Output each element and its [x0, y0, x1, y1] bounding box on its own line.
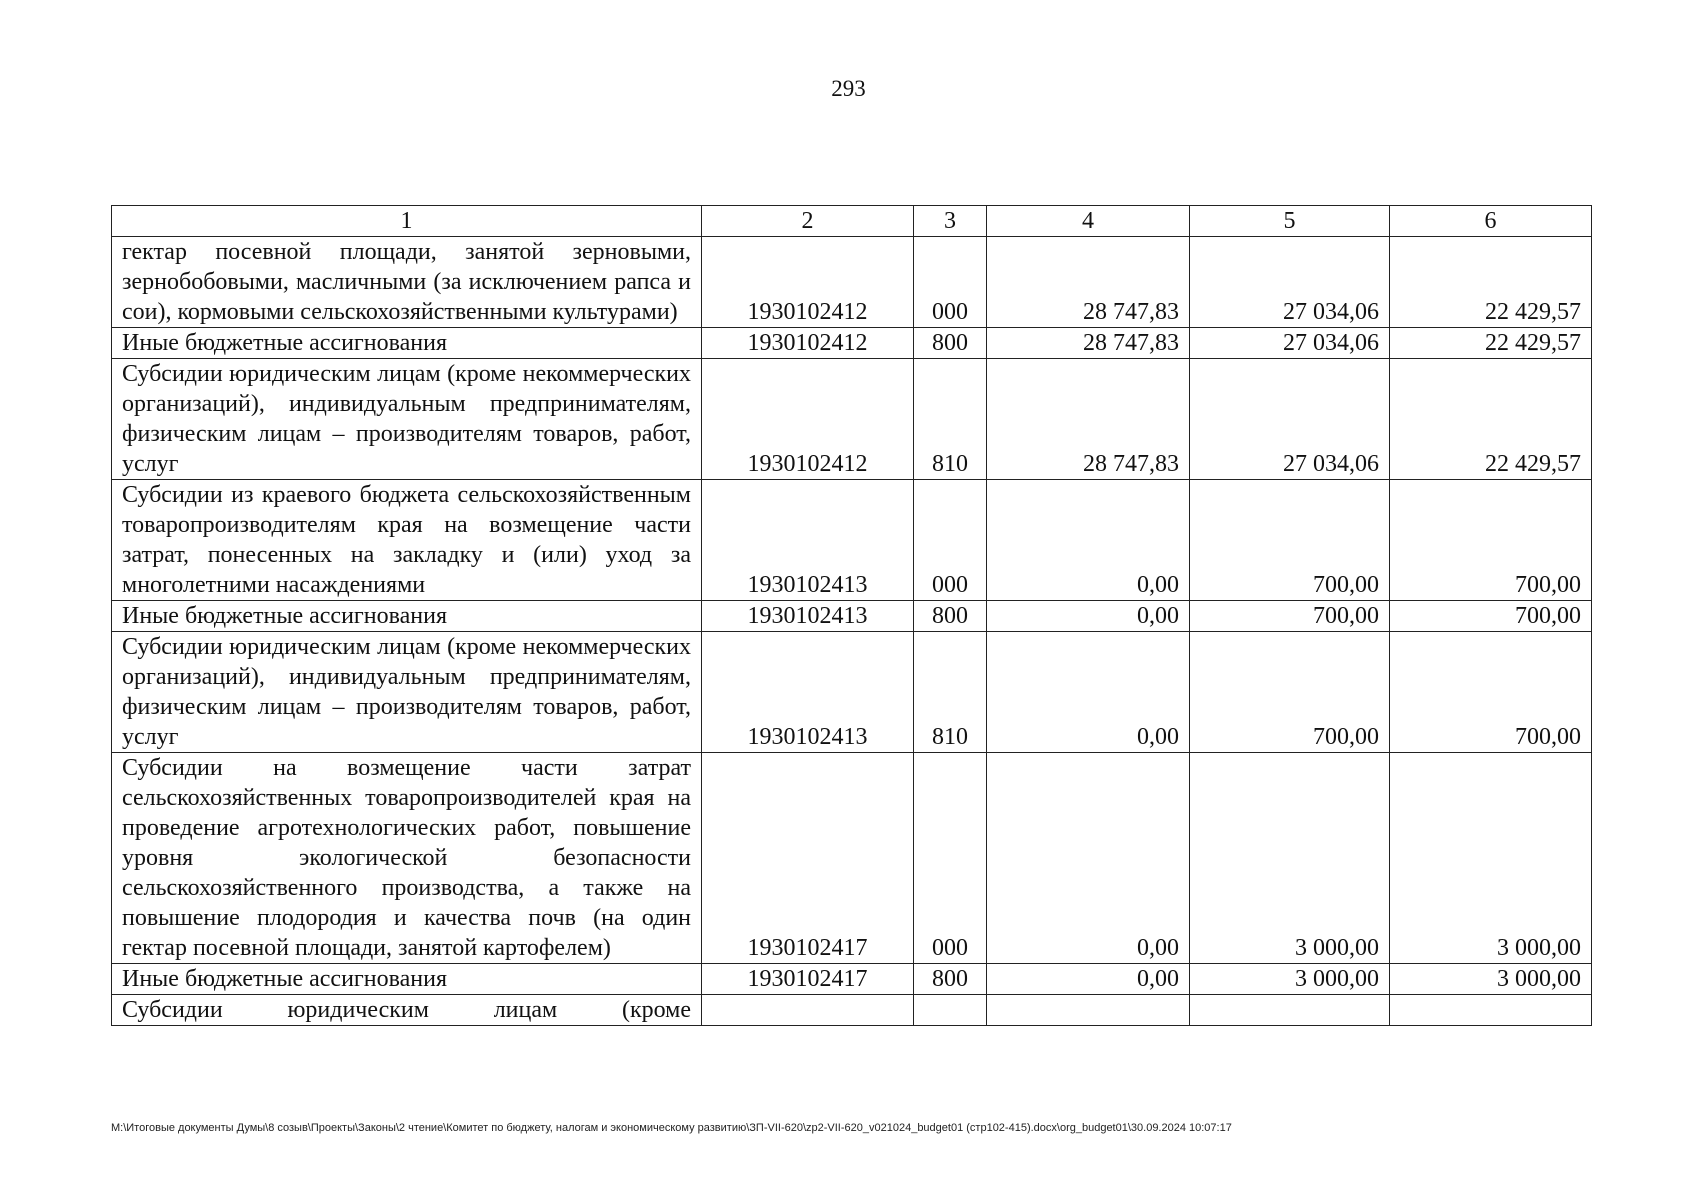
row-value-3: 22 429,57 — [1390, 237, 1592, 328]
row-value-2: 27 034,06 — [1190, 359, 1390, 480]
table-row — [112, 359, 1592, 480]
row-target-code: 1930102412 — [702, 237, 914, 328]
row-description: Иные бюджетные ассигнования — [112, 328, 702, 359]
row-description: Иные бюджетные ассигнования — [112, 964, 702, 995]
row-value-3: 700,00 — [1390, 601, 1592, 632]
row-value-1 — [987, 995, 1190, 1026]
row-description: Субсидии на возмещение части затрат сельскохозяйственных товаропроизводителей края на проведение агротехнологических работ, повышение уровня экологической безопасности сельскохозяйственного производства, а также на повышение плодородия и качества почв (на один гектар посевной площади, занятой картофелем) — [112, 753, 702, 964]
row-description: Субсидии юридическим лицам (кроме — [112, 995, 702, 1026]
table-header-row — [112, 206, 1592, 237]
table-row — [112, 964, 1592, 995]
row-value-3: 3 000,00 — [1390, 753, 1592, 964]
row-target-code: 1930102413 — [702, 601, 914, 632]
row-value-1: 0,00 — [987, 753, 1190, 964]
row-value-3: 3 000,00 — [1390, 964, 1592, 995]
row-target-code: 1930102417 — [702, 753, 914, 964]
column-header: 3 — [914, 206, 987, 237]
row-target-code: 1930102412 — [702, 359, 914, 480]
row-target-code: 1930102413 — [702, 480, 914, 601]
row-description: гектар посевной площади, занятой зерновыми, зернобобовыми, масличными (за исключением рапса и сои), кормовыми сельскохозяйственными культурами) — [112, 237, 702, 328]
footer-file-path: M:\Итоговые документы Думы\8 созыв\Проекты\Законы\2 чтение\Комитет по бюджету, налогам и экономическому развитию\ЗП-VII-620\zp2-VII-620_v021024_budget01 (стр102-415).docx\org_budget01\30.09.2024 10:07:17 — [111, 1122, 1232, 1134]
row-expense-kind — [914, 995, 987, 1026]
row-value-3: 22 429,57 — [1390, 359, 1592, 480]
row-expense-kind: 000 — [914, 237, 987, 328]
row-value-2 — [1190, 995, 1390, 1026]
row-target-code: 1930102413 — [702, 632, 914, 753]
row-description: Субсидии юридическим лицам (кроме некоммерческих организаций), индивидуальным предпринимателям, физическим лицам – производителям товаров, работ, услуг — [112, 632, 702, 753]
column-header: 5 — [1190, 206, 1390, 237]
table-row — [112, 995, 1592, 1026]
row-expense-kind: 810 — [914, 359, 987, 480]
row-value-3: 700,00 — [1390, 632, 1592, 753]
column-header: 6 — [1390, 206, 1592, 237]
row-expense-kind: 000 — [914, 753, 987, 964]
row-value-1: 28 747,83 — [987, 237, 1190, 328]
column-header: 2 — [702, 206, 914, 237]
row-expense-kind: 800 — [914, 964, 987, 995]
row-value-2: 27 034,06 — [1190, 328, 1390, 359]
row-target-code — [702, 995, 914, 1026]
row-expense-kind: 000 — [914, 480, 987, 601]
row-value-1: 0,00 — [987, 601, 1190, 632]
table-row — [112, 601, 1592, 632]
row-expense-kind: 810 — [914, 632, 987, 753]
page-number: 293 — [831, 76, 866, 101]
row-value-3: 22 429,57 — [1390, 328, 1592, 359]
row-value-2: 700,00 — [1190, 632, 1390, 753]
column-header: 4 — [987, 206, 1190, 237]
row-value-3: 700,00 — [1390, 480, 1592, 601]
row-value-3 — [1390, 995, 1592, 1026]
row-target-code: 1930102417 — [702, 964, 914, 995]
row-value-2: 3 000,00 — [1190, 753, 1390, 964]
row-value-1: 0,00 — [987, 964, 1190, 995]
row-value-2: 700,00 — [1190, 480, 1390, 601]
row-description: Иные бюджетные ассигнования — [112, 601, 702, 632]
row-value-1: 0,00 — [987, 632, 1190, 753]
row-value-2: 3 000,00 — [1190, 964, 1390, 995]
column-header: 1 — [112, 206, 702, 237]
row-description: Субсидии юридическим лицам (кроме некоммерческих организаций), индивидуальным предпринимателям, физическим лицам – производителям товаров, работ, услуг — [112, 359, 702, 480]
row-value-2: 27 034,06 — [1190, 237, 1390, 328]
row-value-2: 700,00 — [1190, 601, 1390, 632]
table-row — [112, 632, 1592, 753]
row-expense-kind: 800 — [914, 601, 987, 632]
table-row — [112, 328, 1592, 359]
row-expense-kind: 800 — [914, 328, 987, 359]
table-row — [112, 237, 1592, 328]
row-description: Субсидии из краевого бюджета сельскохозяйственным товаропроизводителям края на возмещение части затрат, понесенных на закладку и (или) уход за многолетними насаждениями — [112, 480, 702, 601]
budget-table — [111, 205, 1592, 1026]
row-value-1: 0,00 — [987, 480, 1190, 601]
row-value-1: 28 747,83 — [987, 328, 1190, 359]
row-target-code: 1930102412 — [702, 328, 914, 359]
table-row — [112, 753, 1592, 964]
table-row — [112, 480, 1592, 601]
row-value-1: 28 747,83 — [987, 359, 1190, 480]
